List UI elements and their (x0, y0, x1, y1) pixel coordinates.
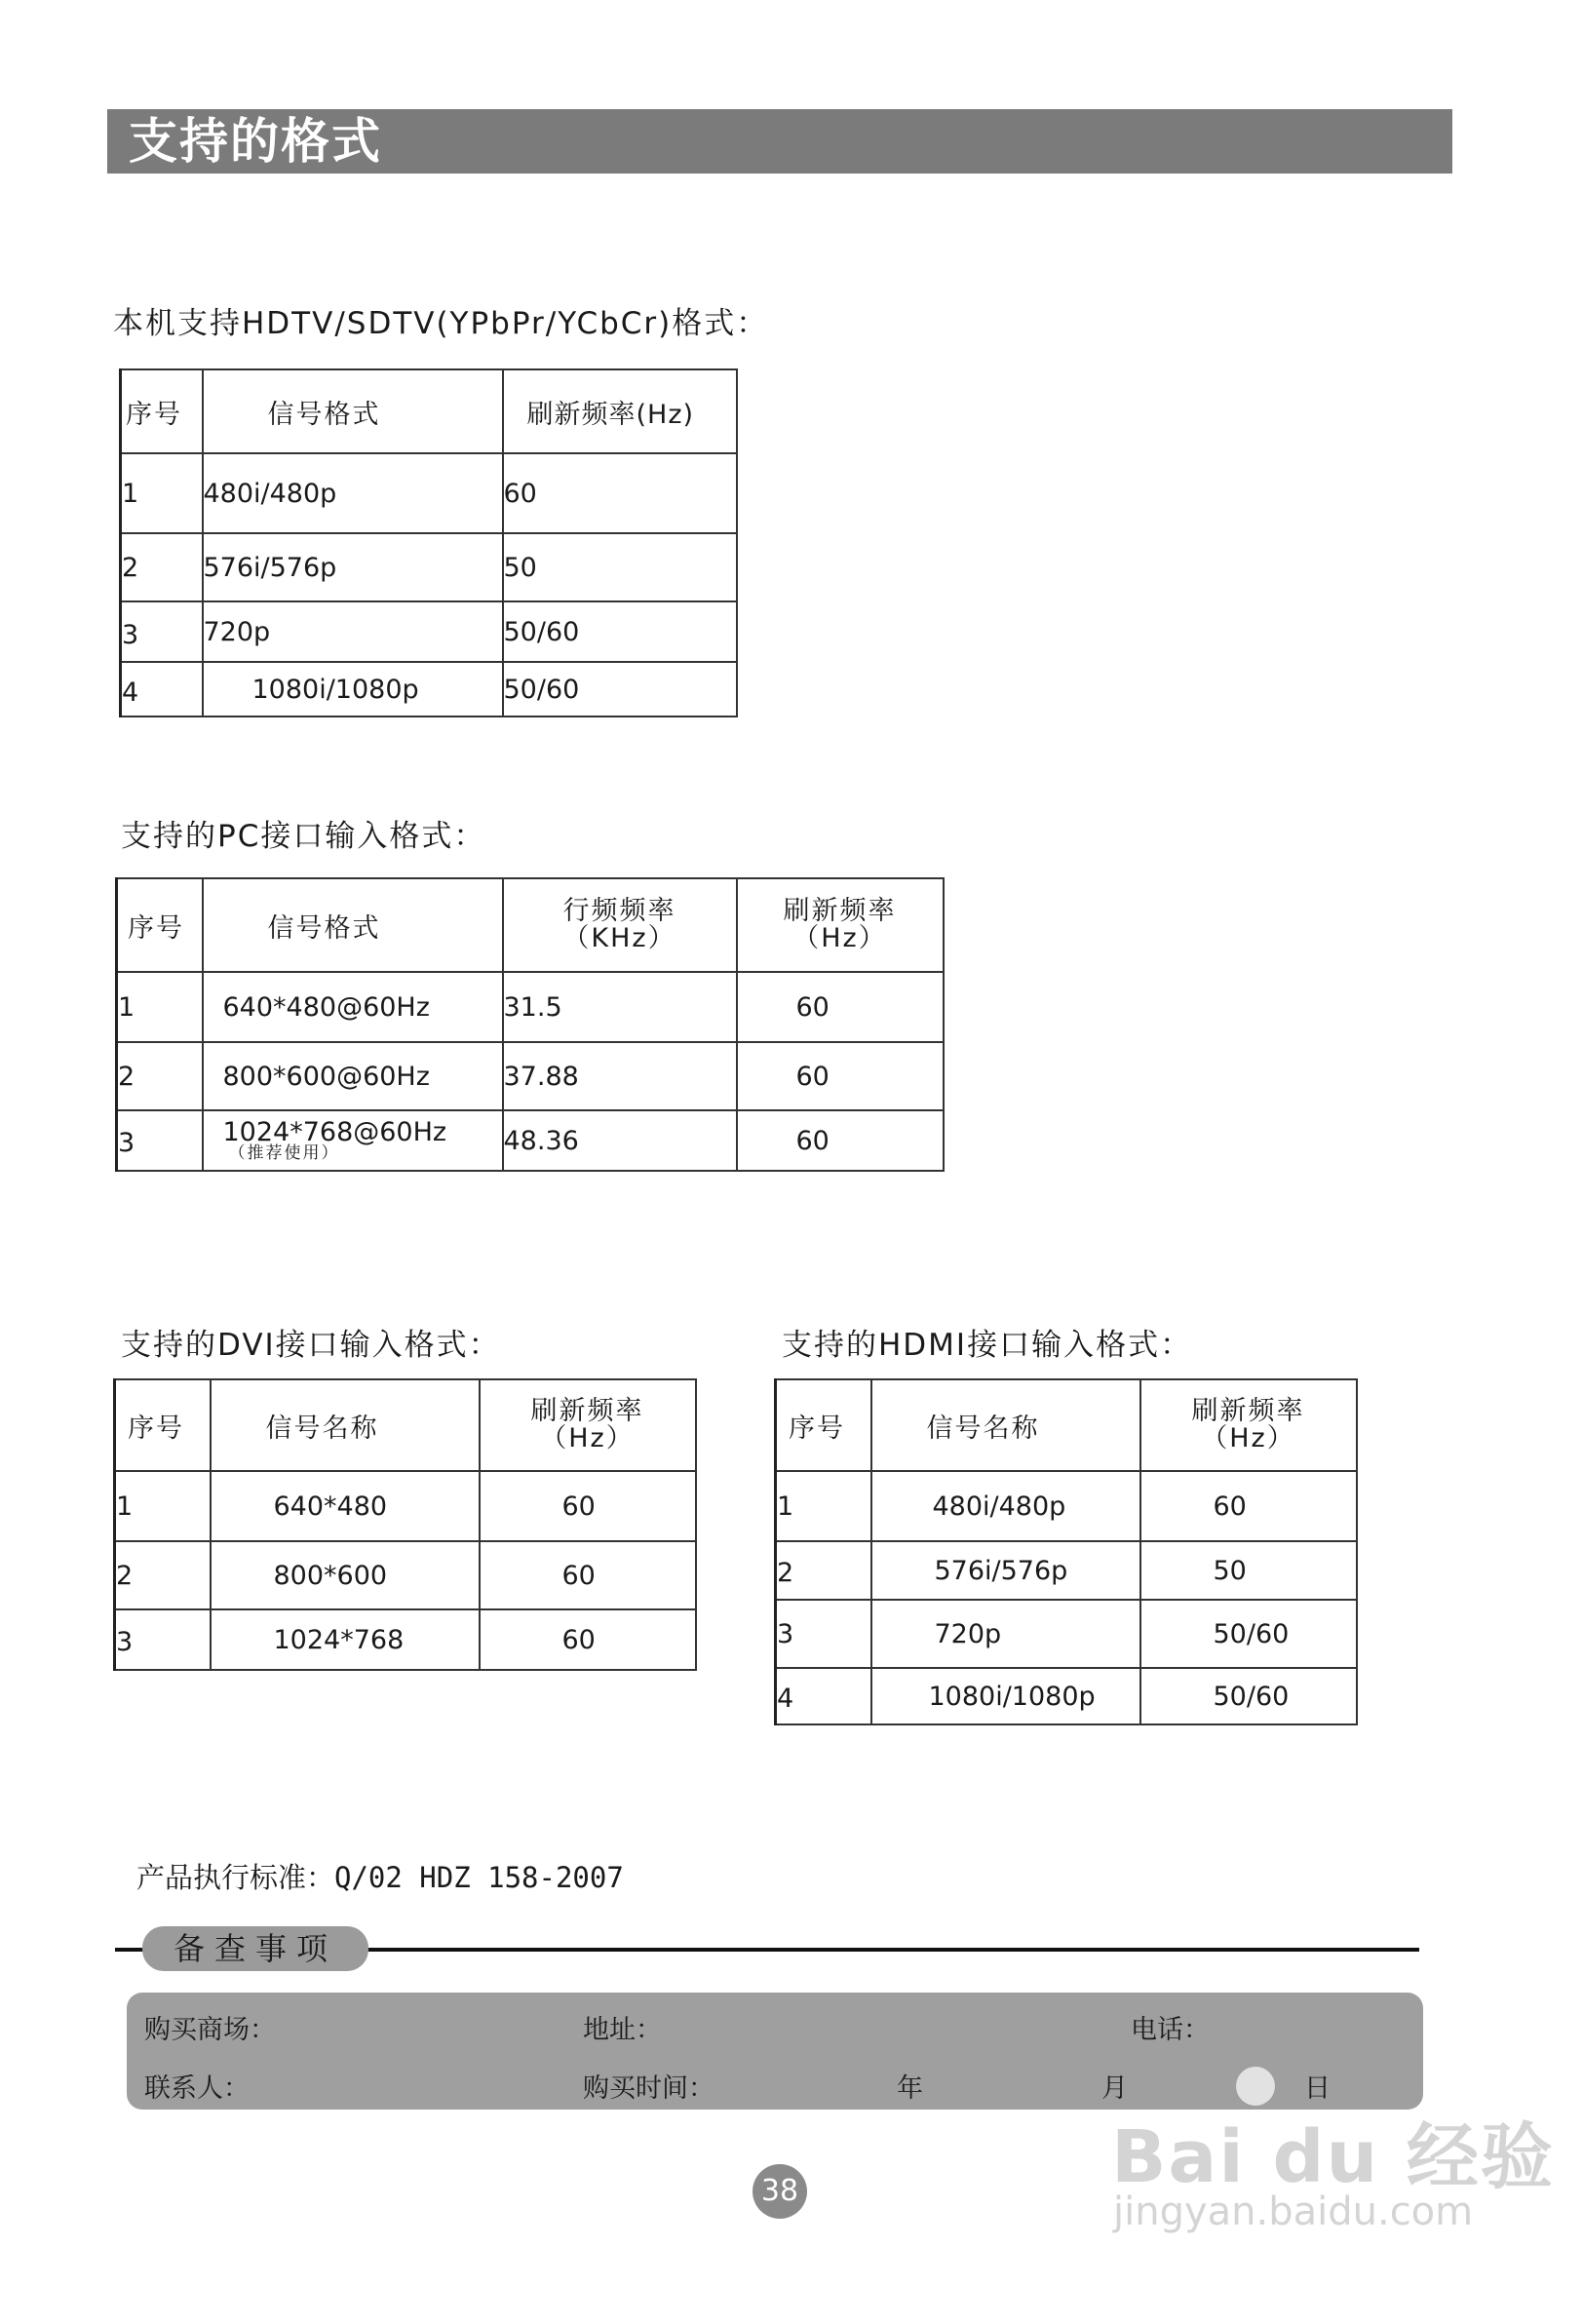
header-hfreq (503, 878, 737, 972)
header-refresh-unit: （Hz） (540, 1423, 635, 1453)
row-format: 480i/480p (203, 453, 503, 533)
row-format: 1024*768@60Hz (222, 1117, 447, 1147)
header-hfreq-label: 行频频率 (562, 895, 676, 926)
table-row (115, 1541, 696, 1609)
header-refresh (1140, 1379, 1357, 1471)
header-refresh-label: 刷新频率 (530, 1395, 644, 1426)
row-refresh: 60 (480, 1541, 696, 1609)
row-refresh: 50/60 (503, 601, 737, 662)
hdtv-table (119, 368, 738, 717)
row-index: 2 (121, 533, 203, 601)
row-name: 640*480 (211, 1471, 480, 1541)
watermark-url: jingyan.baidu.com (1113, 2189, 1474, 2234)
row-index: 2 (115, 1541, 211, 1609)
row-hfreq: 37.88 (503, 1042, 737, 1110)
row-hfreq: 48.36 (503, 1110, 737, 1171)
dvi-caption: 支持的DVI接口输入格式： (121, 1328, 501, 1363)
purchase-time-label: 购买时间： (583, 2073, 714, 2104)
row-refresh: 60 (737, 1110, 944, 1171)
header-refresh-label: 刷新频率 (783, 895, 897, 926)
row-format: 720p (203, 601, 503, 662)
row-format: 800*600@60Hz (203, 1042, 503, 1110)
header-refresh (737, 878, 944, 972)
header-refresh-unit: （Hz） (792, 923, 887, 953)
row-refresh: 50/60 (1140, 1668, 1357, 1724)
row-index: 1 (121, 453, 203, 533)
row-format-cell (203, 1110, 503, 1171)
page-number: 38 (753, 2164, 807, 2219)
row-index: 3 (776, 1600, 871, 1668)
day-label: 日 (1304, 2073, 1331, 2104)
header-format: 信号格式 (203, 878, 503, 972)
row-index: 1 (776, 1471, 871, 1541)
row-index: 4 (776, 1668, 871, 1724)
table-row (121, 601, 737, 662)
table-row (776, 1600, 1357, 1668)
table-row (117, 1110, 944, 1171)
header-refresh-unit: （Hz） (1201, 1423, 1295, 1453)
row-name: 720p (871, 1600, 1140, 1668)
header-refresh-label: 刷新频率 (1191, 1395, 1305, 1426)
row-name: 800*600 (211, 1541, 480, 1609)
table-row (121, 533, 737, 601)
row-format: 640*480@60Hz (203, 972, 503, 1042)
row-refresh: 50/60 (1140, 1600, 1357, 1668)
row-index: 2 (776, 1541, 871, 1600)
store-label: 购买商场： (144, 2015, 276, 2045)
row-index: 1 (115, 1471, 211, 1541)
hdmi-caption: 支持的HDMI接口输入格式： (782, 1328, 1193, 1363)
row-refresh: 50 (1140, 1541, 1357, 1600)
row-refresh: 60 (1140, 1471, 1357, 1541)
address-label: 地址： (583, 2015, 662, 2045)
header-name: 信号名称 (211, 1379, 480, 1471)
recommended-note: （推荐使用） (228, 1143, 340, 1163)
table-row (117, 972, 944, 1042)
row-index: 1 (117, 972, 203, 1042)
header-refresh: 刷新频率(Hz) (503, 369, 737, 453)
row-index: 3 (117, 1110, 203, 1171)
row-refresh: 60 (503, 453, 737, 533)
purchase-record-box (127, 1993, 1423, 2110)
row-format: 576i/576p (203, 533, 503, 601)
table-row (776, 1471, 1357, 1541)
header-refresh (480, 1379, 696, 1471)
remarks-label: 备查事项 (142, 1926, 368, 1971)
row-format: 1080i/1080p (203, 662, 503, 717)
table-row (115, 1471, 696, 1541)
table-row (115, 1609, 696, 1670)
page-title: 支持的格式 (107, 109, 1452, 174)
row-index: 2 (117, 1042, 203, 1110)
header-name: 信号名称 (871, 1379, 1140, 1471)
row-refresh: 50/60 (503, 662, 737, 717)
row-name: 1024*768 (211, 1609, 480, 1670)
pc-caption: 支持的PC接口输入格式： (121, 819, 486, 854)
dvi-table (113, 1378, 697, 1671)
table-row (121, 453, 737, 533)
header-index: 序号 (776, 1379, 871, 1471)
header-index: 序号 (121, 369, 203, 453)
year-label: 年 (897, 2073, 923, 2104)
header-index: 序号 (115, 1379, 211, 1471)
month-label: 月 (1101, 2073, 1128, 2104)
hdmi-table (774, 1378, 1358, 1725)
row-hfreq: 31.5 (503, 972, 737, 1042)
product-standard: 产品执行标准：Q/02 HDZ 158-2007 (136, 1861, 624, 1894)
table-row (776, 1668, 1357, 1724)
watermark-logo: Bai du 经验 (1111, 2115, 1555, 2199)
row-name: 480i/480p (871, 1471, 1140, 1541)
row-refresh: 50 (503, 533, 737, 601)
table-row (121, 662, 737, 717)
phone-label: 电话： (1131, 2015, 1210, 2045)
row-index: 3 (121, 601, 203, 662)
row-refresh: 60 (737, 1042, 944, 1110)
table-row (117, 1042, 944, 1110)
table-row (776, 1541, 1357, 1600)
paw-icon (1236, 2067, 1275, 2106)
pc-table (115, 877, 945, 1172)
row-index: 3 (115, 1609, 211, 1670)
header-hfreq-unit: （KHz） (562, 923, 676, 953)
row-refresh: 60 (480, 1471, 696, 1541)
row-refresh: 60 (737, 972, 944, 1042)
row-name: 1080i/1080p (871, 1668, 1140, 1724)
row-index: 4 (121, 662, 203, 717)
row-refresh: 60 (480, 1609, 696, 1670)
header-format: 信号格式 (203, 369, 503, 453)
header-index: 序号 (117, 878, 203, 972)
hdtv-caption: 本机支持HDTV/SDTV(YPbPr/YCbCr)格式： (113, 306, 769, 341)
row-name: 576i/576p (871, 1541, 1140, 1600)
contact-label: 联系人： (144, 2073, 250, 2104)
